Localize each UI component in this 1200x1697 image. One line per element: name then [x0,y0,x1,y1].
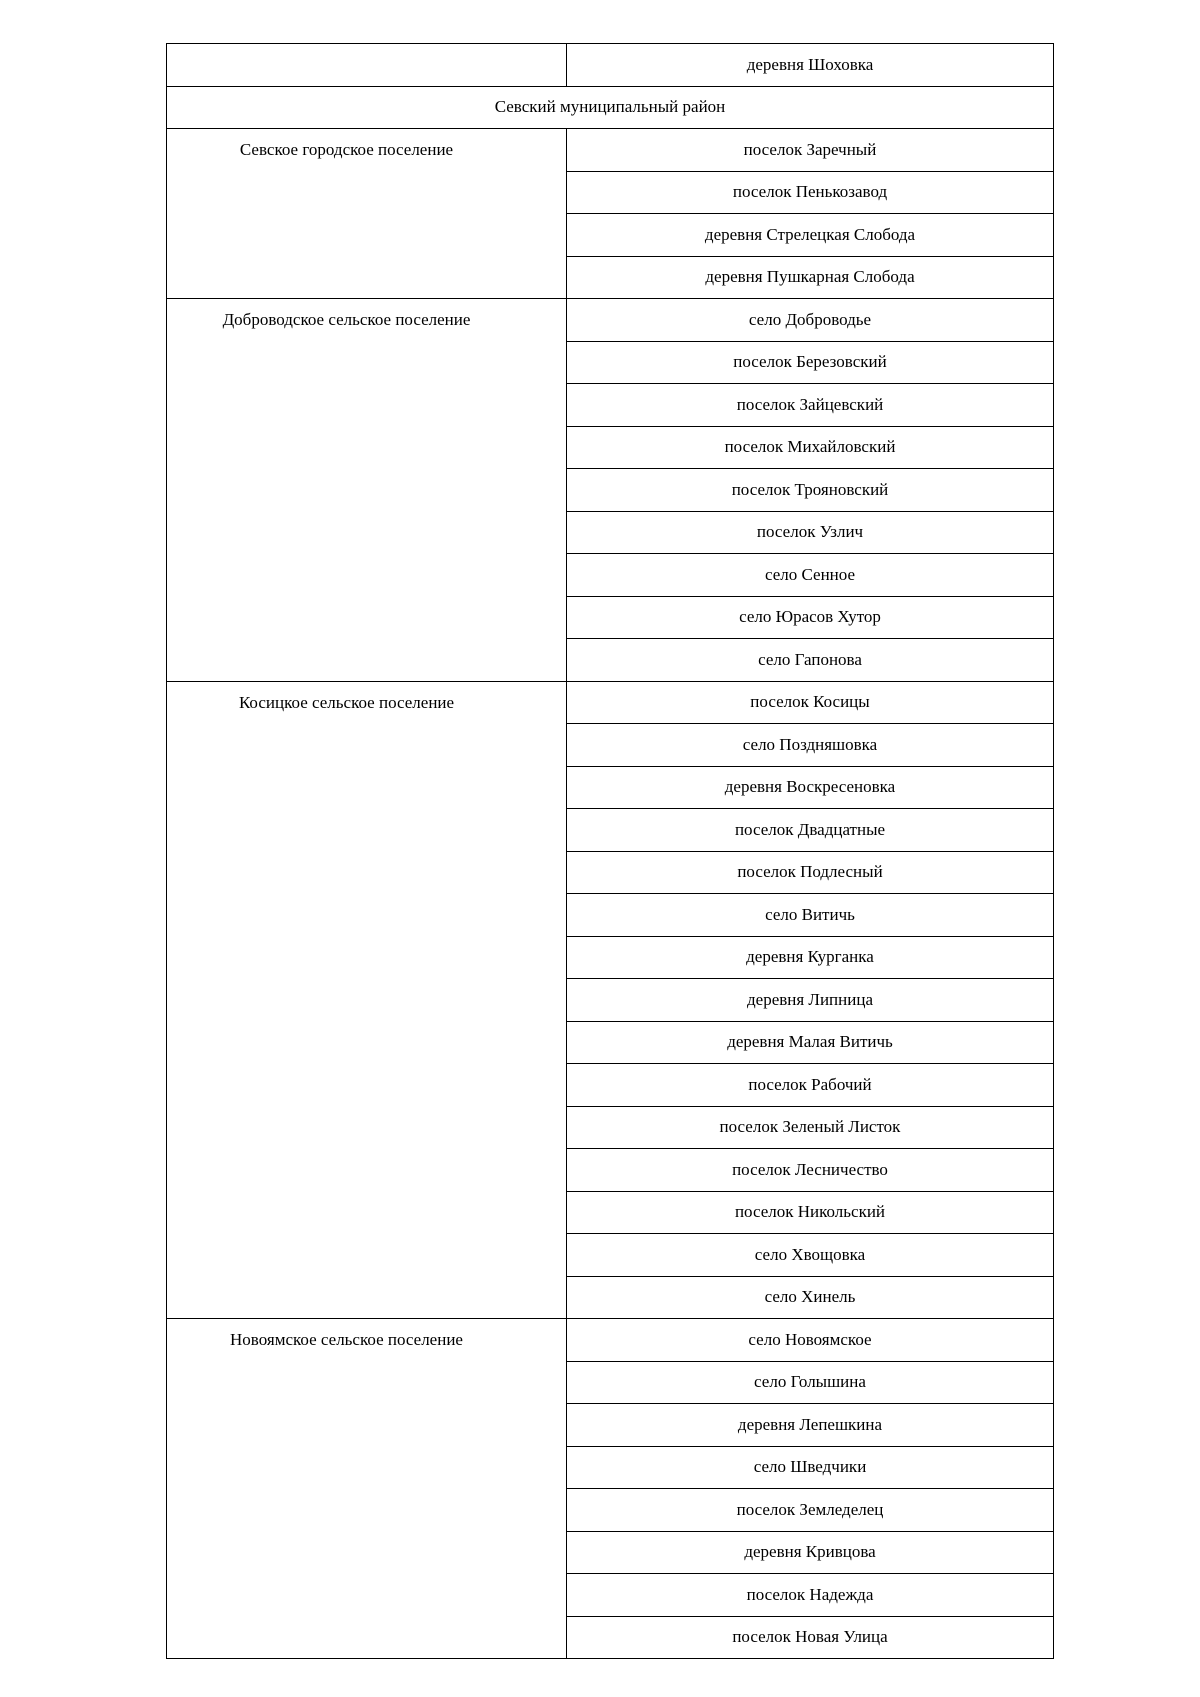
settlement-cell: Доброводское сельское поселение [167,299,567,682]
locality-cell: деревня Курганка [567,936,1054,979]
locality-cell: село Хвощовка [567,1234,1054,1277]
locality-cell: деревня Липница [567,979,1054,1022]
locality-cell: поселок Рабочий [567,1064,1054,1107]
locality-cell: село Новоямское [567,1319,1054,1362]
locality-cell: поселок Лесничество [567,1149,1054,1192]
settlements-table [166,43,1054,1659]
table-row [167,299,1054,342]
locality-cell: село Доброводье [567,299,1054,342]
locality-cell: село Юрасов Хутор [567,596,1054,639]
district-title: Севский муниципальный район [167,86,1054,129]
locality-cell: поселок Надежда [567,1574,1054,1617]
locality-cell: поселок Михайловский [567,426,1054,469]
table-row [167,1319,1054,1362]
locality-cell: село Сенное [567,554,1054,597]
settlements-table-body [167,44,1054,1659]
locality-cell: поселок Косицы [567,681,1054,724]
locality-cell: поселок Пенькозавод [567,171,1054,214]
locality-cell: село Витичь [567,894,1054,937]
locality-cell: поселок Березовский [567,341,1054,384]
locality-cell: поселок Никольский [567,1191,1054,1234]
locality-cell: поселок Новая Улица [567,1616,1054,1659]
locality-cell: поселок Зеленый Листок [567,1106,1054,1149]
locality-cell: деревня Кривцова [567,1531,1054,1574]
locality-cell: село Хинель [567,1276,1054,1319]
locality-cell: село Гапонова [567,639,1054,682]
settlement-cell [167,44,567,87]
settlement-cell: Новоямское сельское поселение [167,1319,567,1659]
locality-cell: село Голышина [567,1361,1054,1404]
locality-cell: деревня Воскресеновка [567,766,1054,809]
locality-cell: село Шведчики [567,1446,1054,1489]
locality-cell: поселок Заречный [567,129,1054,172]
locality-cell: поселок Подлесный [567,851,1054,894]
settlement-cell: Севское городское поселение [167,129,567,299]
locality-cell: деревня Шоховка [567,44,1054,87]
table-row [167,44,1054,87]
locality-cell: поселок Зайцевский [567,384,1054,427]
locality-cell: поселок Узлич [567,511,1054,554]
locality-cell: деревня Лепешкина [567,1404,1054,1447]
locality-cell: деревня Стрелецкая Слобода [567,214,1054,257]
locality-cell: поселок Земледелец [567,1489,1054,1532]
table-row [167,129,1054,172]
locality-cell: деревня Пушкарная Слобода [567,256,1054,299]
district-row [167,86,1054,129]
locality-cell: поселок Трояновский [567,469,1054,512]
locality-cell: деревня Малая Витичь [567,1021,1054,1064]
settlement-cell: Косицкое сельское поселение [167,681,567,1319]
table-row [167,681,1054,724]
locality-cell: поселок Двадцатные [567,809,1054,852]
locality-cell: село Поздняшовка [567,724,1054,767]
